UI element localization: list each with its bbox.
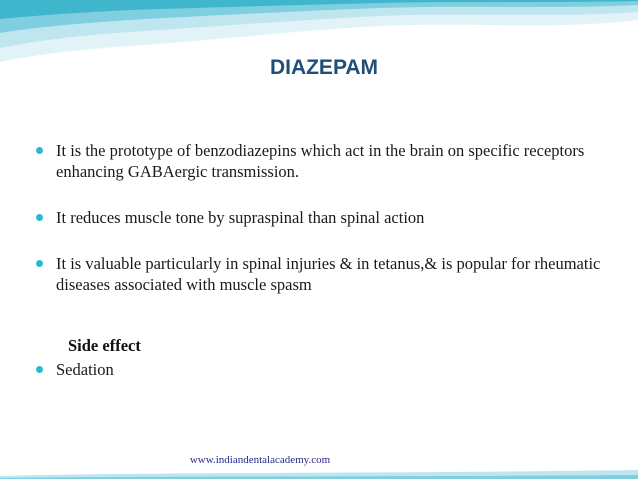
footer-url: www.indiandentalacademy.com (189, 454, 331, 466)
bullet-item (16, 207, 616, 228)
bullet-icon (36, 147, 43, 154)
bullet-text: It is valuable particularly in spinal injuries & in tetanus,& is popular for rheumatic diseases associated with muscle spasm (56, 254, 601, 294)
bullet-item (16, 253, 616, 295)
bullet-list (16, 140, 616, 295)
bullet-item (16, 359, 616, 380)
bullet-icon (36, 366, 43, 373)
bullet-item (16, 140, 616, 182)
side-effect-heading: Side effect (68, 336, 141, 355)
top-wave-decoration (0, 0, 638, 62)
bullet-text: It reduces muscle tone by supraspinal than spinal action (56, 208, 425, 227)
bullet-text: Sedation (56, 360, 114, 379)
bottom-wave-decoration (0, 470, 638, 479)
slide-title: DIAZEPAM (269, 56, 379, 79)
bullet-text: It is the prototype of benzodiazepins which act in the brain on specific receptors enhancing GABAergic transmission. (56, 141, 585, 181)
side-effect-list (16, 359, 616, 380)
bullet-icon (36, 260, 43, 267)
bullet-icon (36, 214, 43, 221)
